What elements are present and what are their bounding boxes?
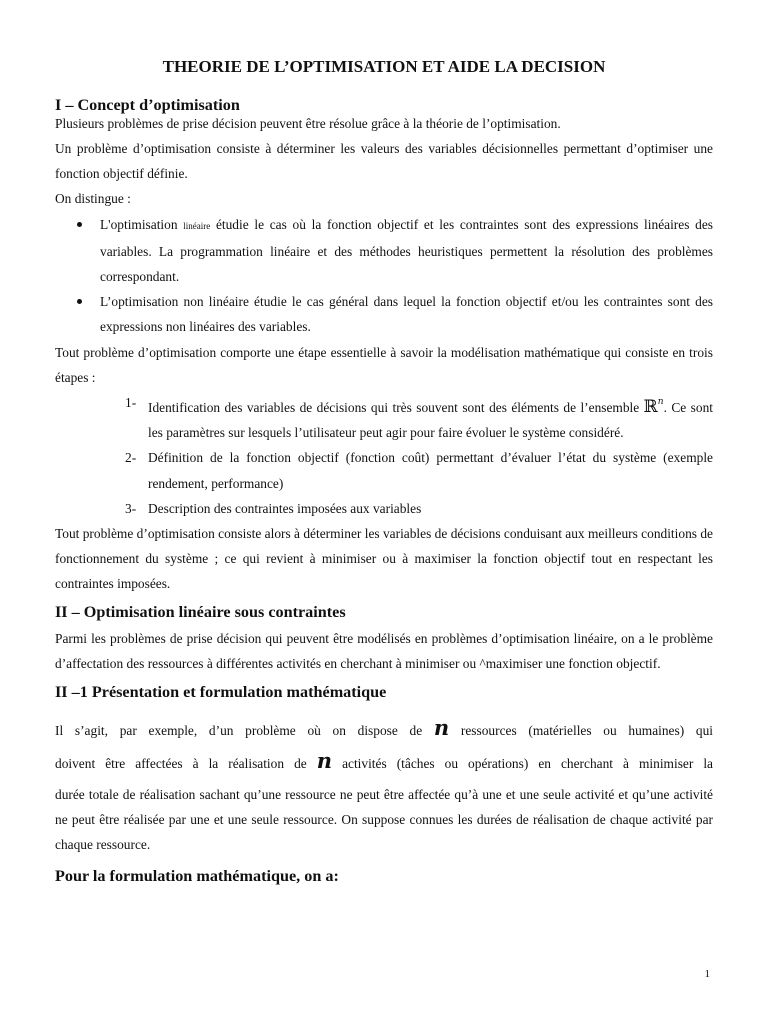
paragraph-problem-line-1: Il s’agit, par exemple, d’un problème où on dispose de n ressources (matérielles ou humaines) qui [55,715,713,741]
paragraph-on-distingue: On distingue : [55,191,131,207]
step-text-after: . Ce sont les paramètres sur lesquels l’utilisateur peut agir pour faire évoluer le système considéré. [148,400,713,441]
list-item-step-1 [55,390,713,445]
list-item-linear [55,212,713,290]
step-number: 3- [125,500,137,516]
bullet-small-word: linéaire [183,220,211,231]
paragraph-affectation: Parmi les problèmes de prise décision qui peuvent être modélisés en problèmes d’optimisation linéaire, on a le problème d’affectation des ressources à différentes activités en cherchant à minimiser ou ^maximiser une fonction objectif. [55,630,713,671]
bullet-text: L’optimisation non linéaire étudie le cas général dans lequel la fonction objectif et/ou les contraintes sont des expressions non linéaires des variables. [100,294,713,335]
page-number: 1 [704,968,710,980]
paragraph-intro: Plusieurs problèmes de prise décision peuvent être résolue grâce à la théorie de l’optimisation. [55,116,561,131]
bullet-rest: étudie le cas où la fonction objectif et les contraintes sont des expressions linéaires des variables. La programmation linéaire et des méthodes heuristiques permettent la résolution des problèmes correspondant. [100,216,713,285]
bullet-lead: L'optimisation [100,216,178,232]
paragraph-definition: Un problème d’optimisation consiste à déterminer les valeurs des variables décisionnelles permettant d’optimiser une fonction objectif définie. [55,141,713,182]
optimisation-types-list [55,212,713,340]
modelisation-steps-list [55,390,713,521]
list-item-step-2 [55,445,713,495]
section-heading-linear: II – Optimisation linéaire sous contraintes [55,602,346,621]
list-item-step-3 [55,496,713,521]
bullet-dot-icon [77,222,82,227]
document-title: THEORIE DE L’OPTIMISATION ET AIDE LA DECISION [162,57,606,76]
step-number: 2- [125,450,137,466]
step-text: Définition de la fonction objectif (fonction coût) permettant d’évaluer l’état du système (exemple rendement, performance) [148,450,713,491]
paragraph-problem-rest: durée totale de réalisation sachant qu’une ressource ne peut être affectée qu’à une et une seule activité et qu’une activité ne peut être réalisée par une et une seule ressource. On suppose connues les durées de réalisation de chaque activité par chaque ressource. [55,787,713,853]
bullet-dot-icon [77,299,82,304]
section-heading-formulation: Pour la formulation mathématique, on a: [55,866,339,885]
paragraph-problem-line-2: doivent être affectées à la réalisation de n activités (tâches ou opérations) en cherchant à minimiser la [55,748,713,774]
step-text: Description des contraintes imposées aux variables [148,500,422,516]
step-text-before: Identification des variables de décisions qui très souvent sont des éléments de l’ensemble [148,400,640,416]
math-variable-n: n [433,715,450,741]
step-number: 1- [125,395,137,411]
math-variable-n: n [316,748,333,774]
real-numbers-symbol: ℝ$^n$ [643,397,664,418]
list-item-nonlinear [55,289,713,339]
paragraph-conclusion: Tout problème d’optimisation consiste alors à déterminer les variables de décisions conduisant aux meilleurs conditions de fonctionnement du système ; ce qui revient à minimiser ou à maximiser la fonction objectif tout en respectant les contraintes imposées. [55,526,713,592]
section-heading-concept: I – Concept d’optimisation [55,96,240,114]
paragraph-modelisation: Tout problème d’optimisation comporte une étape essentielle à savoir la modélisation mathématique qui consiste en trois étapes : [55,344,713,385]
section-heading-presentation: II –1 Présentation et formulation mathématique [55,683,387,702]
